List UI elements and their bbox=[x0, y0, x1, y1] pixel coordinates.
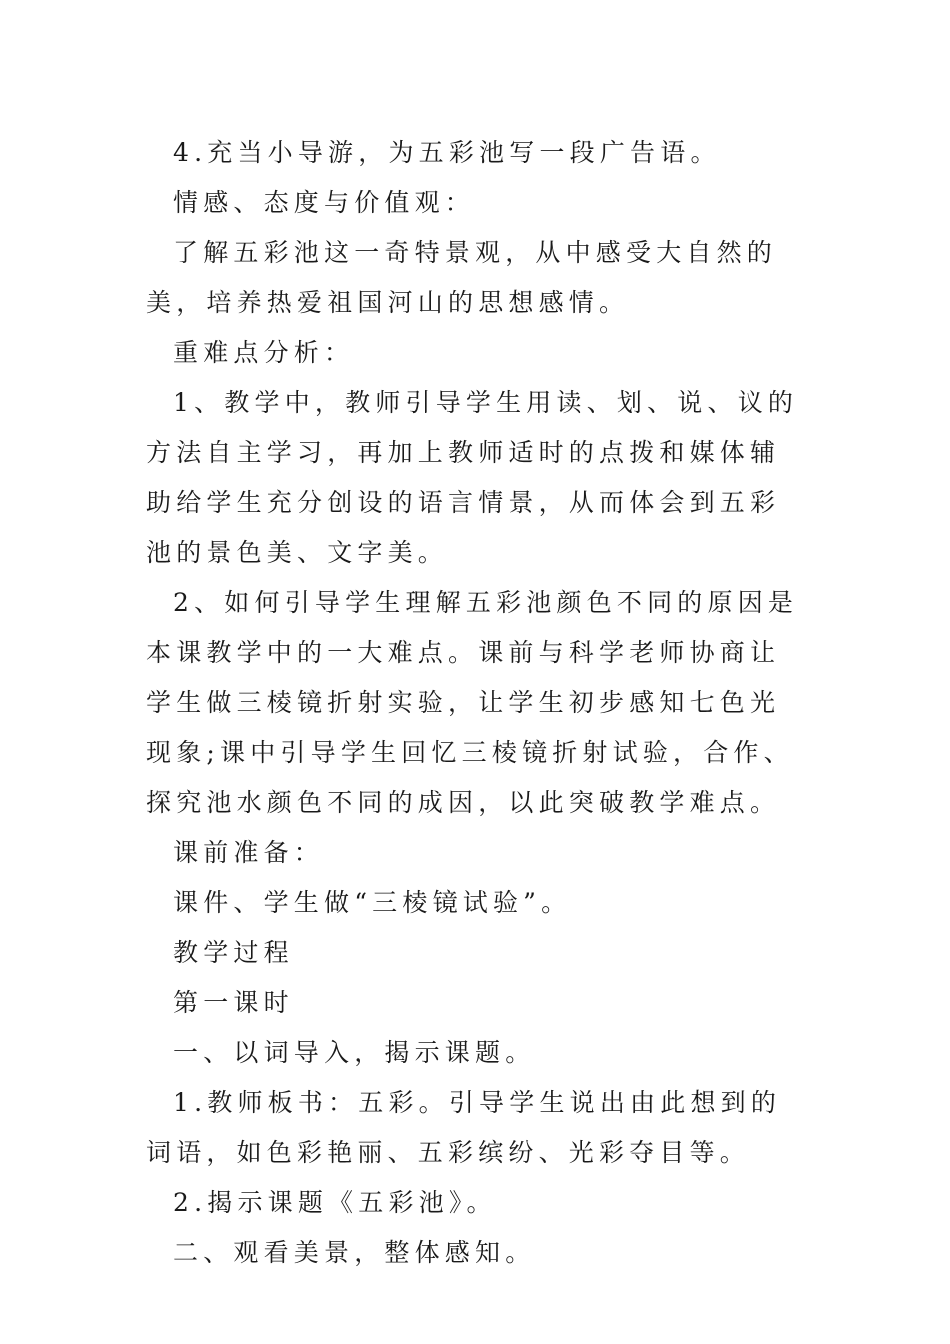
heading-first-lesson: 第一课时 bbox=[173, 988, 294, 1017]
heading-emotion-attitude-values: 情感、态度与价值观： bbox=[173, 188, 476, 217]
heading-key-difficulty: 重难点分析： bbox=[173, 338, 355, 367]
paragraph-step-one-1: 1.教师板书：五彩。引导学生说出由此想到的词语，如色彩艳丽、五彩缤纷、光彩夺目等。 bbox=[146, 1088, 782, 1167]
paragraph-step-one-2: 2.揭示课题《五彩池》。 bbox=[173, 1188, 497, 1217]
paragraph-key-point-1: 1、教学中，教师引导学生用读、划、说、议的方法自主学习，再加上教师适时的点拨和媒体辅助给学生充分创设的语言情景，从而体会到五彩池的景色美、文字美。 bbox=[146, 388, 799, 567]
paragraph-objective-4: 4.充当小导游，为五彩池写一段广告语。 bbox=[173, 138, 721, 167]
heading-preparation: 课前准备： bbox=[173, 838, 325, 867]
paragraph-preparation: 课件、学生做“三棱镜试验”。 bbox=[173, 888, 572, 917]
paragraph-key-point-2: 2、如何引导学生理解五彩池颜色不同的原因是本课教学中的一大难点。课前与科学老师协商让学生做三棱镜折射实验，让学生初步感知七色光现象;课中引导学生回忆三棱镜折射试验，合作、探究池水颜色不同的成因，以此突破教学难点。 bbox=[146, 588, 799, 817]
document-body bbox=[146, 128, 808, 1278]
paragraph-emotion-goal: 了解五彩池这一奇特景观，从中感受大自然的美，培养热爱祖国河山的思想感情。 bbox=[146, 238, 778, 317]
heading-step-two: 二、观看美景，整体感知。 bbox=[173, 1238, 536, 1267]
heading-step-one: 一、以词导入，揭示课题。 bbox=[173, 1038, 536, 1067]
heading-teaching-process: 教学过程 bbox=[173, 938, 294, 967]
